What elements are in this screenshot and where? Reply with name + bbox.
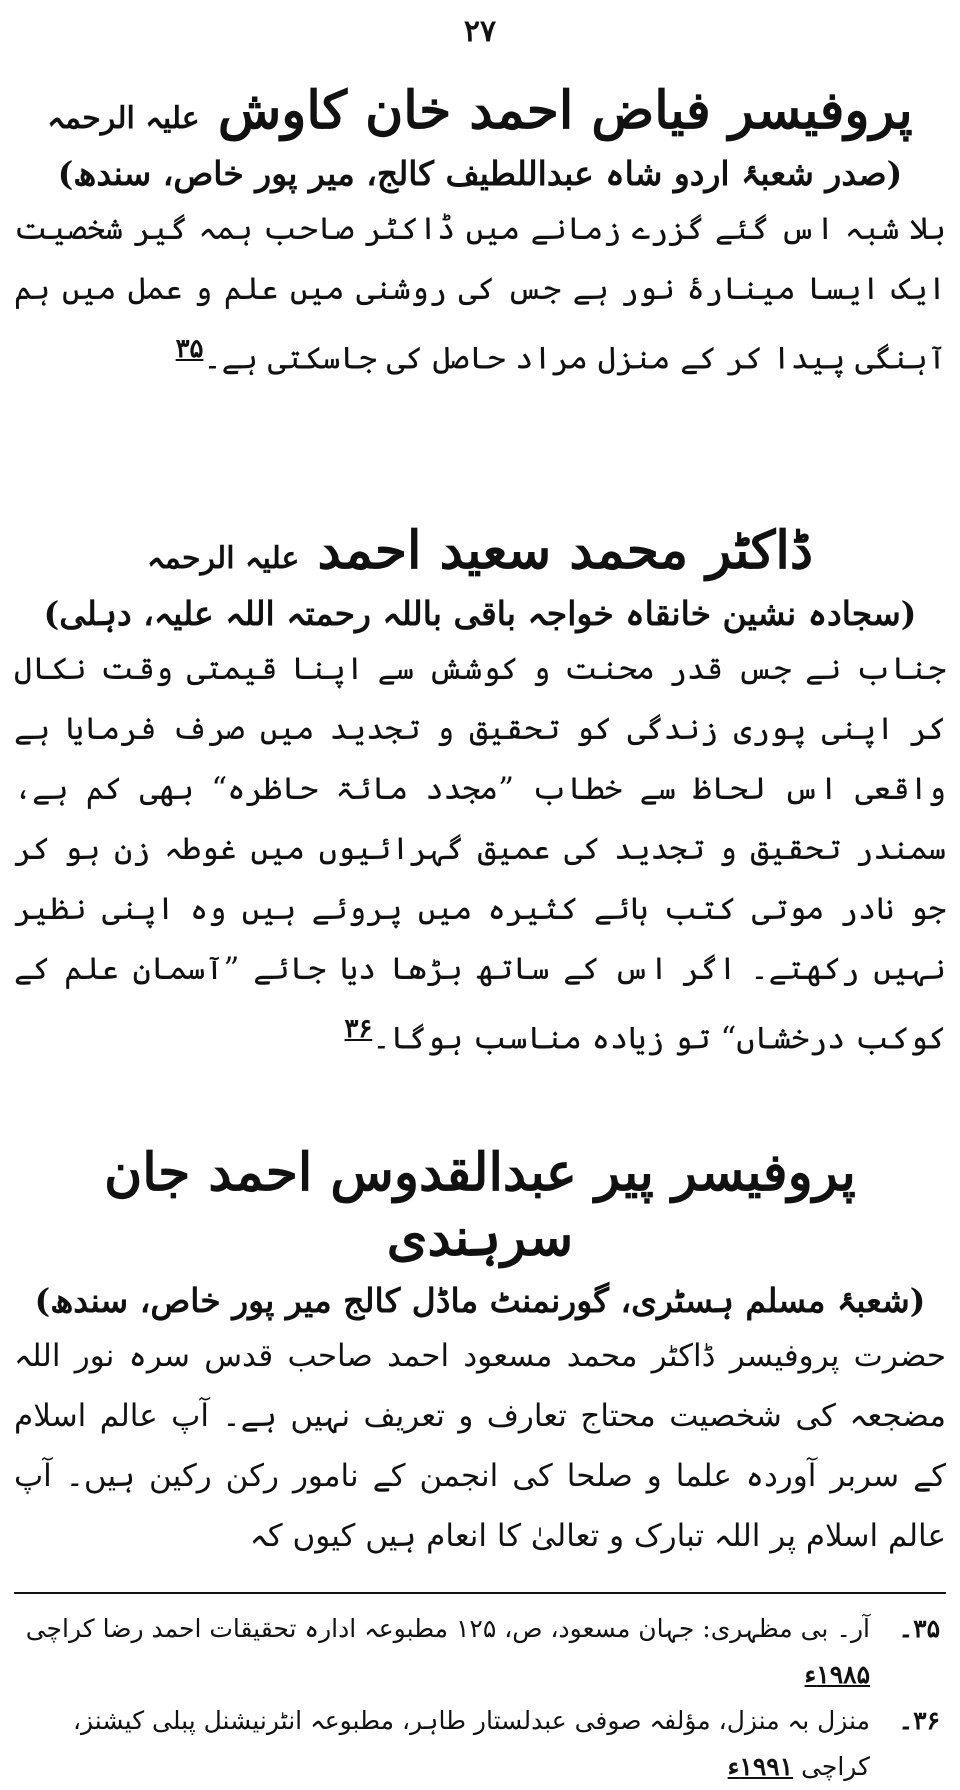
affiliation: (شعبۂ مسلم ہسٹری، گورنمنٹ ماڈل کالج میر پور خاص، سندھ) <box>34 1281 926 1320</box>
section-heading <box>14 518 946 583</box>
section-heading <box>14 1140 946 1270</box>
tribute-text: جناب نے جس قدر محنت و کوشش سے اپنا قیمتی وقت نکال کر اپنی پوری زندگی کو تحقیق و تجدید میں صرف فرمایا ہے واقعی اس لحاظ سے خطاب ”مجدد مائۃ حاظرہ“ بھی کم ہے، سمندر تحقیق و تجدید کی عمیق گہرائیوں میں غوطہ زن ہو کر جو نادر موتی کتب ہائے کثیرہ میں پروئے ہیں وہ اپنی نظیر نہیں رکھتے۔ اگر اس کے ساتھ بڑھا دیا جائے ”آسمان علم کے کوکب درخشاں“ تو زیادہ مناسب ہوگا۔ <box>14 650 946 1056</box>
affiliation: (سجادہ نشین خانقاہ خواجہ باقی باللہ رحمتہ اللہ علیہ، دہلی) <box>43 594 917 633</box>
footnote-text <box>20 1606 870 1698</box>
footnote-reference: ۳۵ <box>175 333 204 364</box>
footnote-citation: منزل بہ منزل، مؤلفہ صوفی عبدلستار طاہر، مطبوعہ انٹرنیشنل پبلی کیشنز، کراچی <box>72 1706 870 1781</box>
page-number: ۲۷ <box>463 14 497 49</box>
person-name: پروفیسر پیر عبدالقدوس احمد جان سرہندی <box>104 1142 856 1268</box>
tribute-paragraph <box>14 1326 946 1566</box>
honorific: علیہ الرحمہ <box>147 541 300 576</box>
footnote-number: ۳۶۔ <box>898 1706 940 1735</box>
footnote-item <box>20 1698 940 1790</box>
footnote-item <box>20 1606 940 1698</box>
person-name: پروفیسر فیاض احمد خان کاوش <box>217 80 913 141</box>
person-name: ڈاکٹر محمد سعید احمد <box>317 520 813 581</box>
footnote-number: ۳۵۔ <box>898 1614 940 1643</box>
footnote-text <box>20 1698 870 1790</box>
honorific: علیہ الرحمہ <box>47 101 200 136</box>
tribute-section-3 <box>14 1140 946 1566</box>
tribute-section-2 <box>14 518 946 1068</box>
affiliation: (صدر شعبۂ اردو شاہ عبداللطیف کالج، میر پور خاص، سندھ) <box>57 154 903 193</box>
tribute-text: بلا شبہ اس گئے گزرے زمانے میں ڈاکٹر صاحب ہمہ گیر شخصیت ایک ایسا مینارۂ نور ہے جس کی روشنی میں علم و عمل میں ہم آہنگی پیدا کر کے منزل مراد حاصل کی جاسکتی ہے۔ <box>14 210 946 376</box>
tribute-section-1 <box>14 78 946 388</box>
footnote-divider <box>14 1592 946 1594</box>
footnote-reference: ۳۶ <box>344 1013 373 1044</box>
section-heading <box>14 78 946 143</box>
tribute-paragraph <box>14 199 946 388</box>
footnote-year: ۱۹۹۱ء <box>727 1752 794 1781</box>
tribute-paragraph <box>14 639 946 1068</box>
footnote-year: ۱۹۸۵ء <box>804 1660 870 1689</box>
footnotes <box>20 1606 940 1790</box>
tribute-text: حضرت پروفیسر ڈاکٹر محمد مسعود احمد صاحب قدس سرہ نور اللہ مضجعہ کی شخصیت محتاج تعارف و تعریف نہیں ہے۔ آپ عالم اسلام کے سربر آوردہ علما و صلحا کی انجمن کے نامور رکن رکین ہیں۔ آپ عالم اسلام پر اللہ تبارک و تعالیٰ کا انعام ہیں کیوں کہ <box>14 1337 946 1554</box>
footnote-citation: آر۔ بی مظہری: جہان مسعود، ص، ۱۲۵ مطبوعہ ادارہ تحقیقات احمد رضا کراچی <box>25 1614 870 1643</box>
